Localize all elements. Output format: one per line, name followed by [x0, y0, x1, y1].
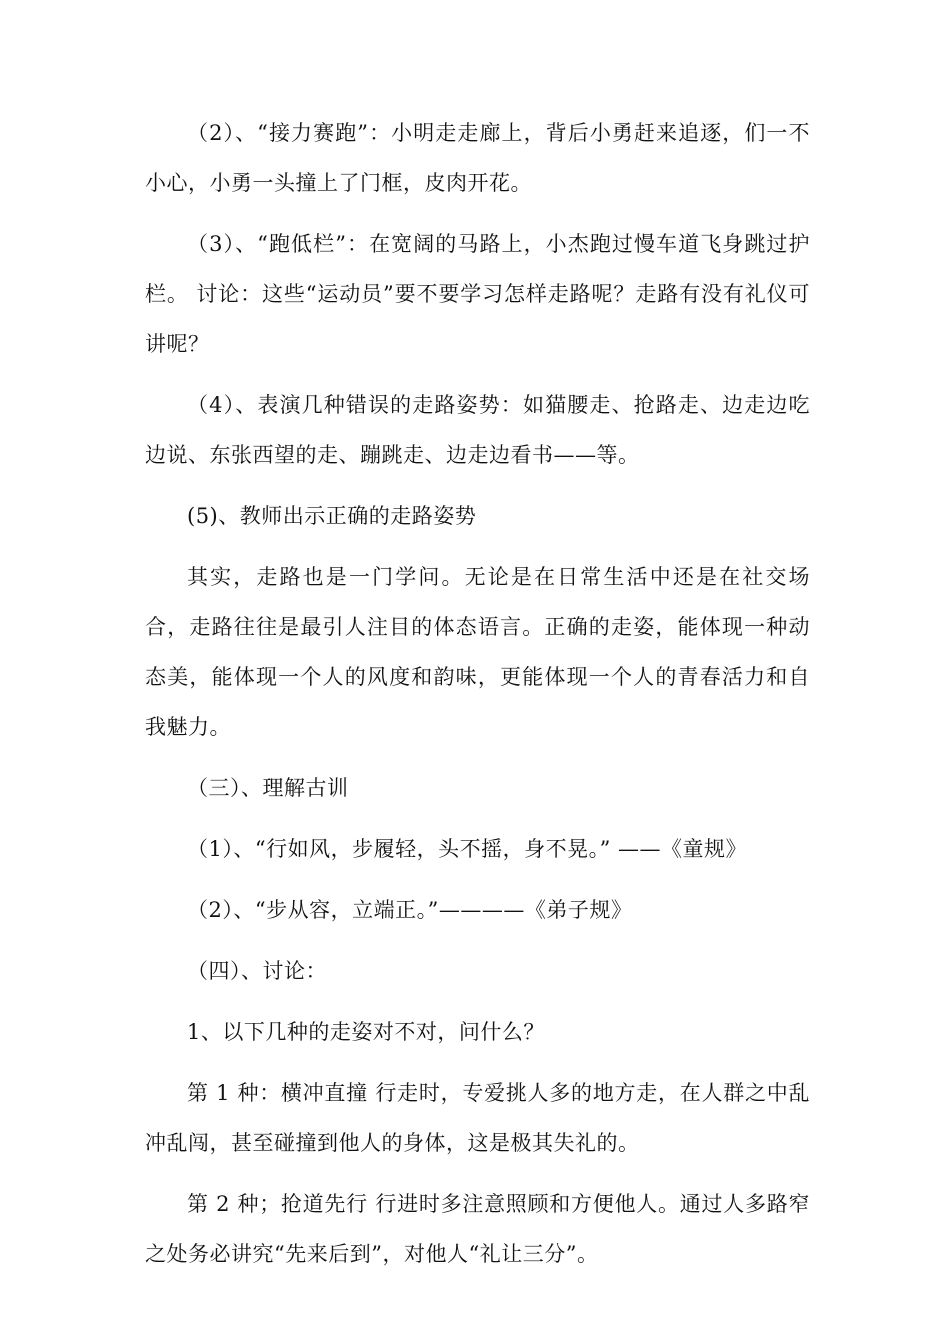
discussion-question: 1、以下几种的走姿对不对，问什么？ — [187, 1020, 545, 1044]
document-page — [145, 108, 810, 1290]
quote-dizigui: （2）、“步从容，立端正。”————《弟子规》 — [187, 898, 633, 922]
paragraph-type-2: 第 2 种；抢道先行 行进时多注意照顾和方便他人。通过人多路窄之处务必讲究“先来后到”，对他人“礼让三分”。 — [145, 1192, 810, 1266]
paragraph-low-hurdles: （3）、“跑低栏”：在宽阔的马路上，小杰跑过慢车道飞身跳过护栏。 讨论：这些“运动员”要不要学习怎样走路呢？走路有没有礼仪可讲呢？ — [145, 232, 810, 356]
paragraph-type-1: 第 1 种：横冲直撞 行走时，专爱挑人多的地方走，在人群之中乱冲乱闯，甚至碰撞到他人的身体，这是极其失礼的。 — [145, 1081, 810, 1155]
paragraph-wrong-postures: （4）、表演几种错误的走路姿势：如猫腰走、抢路走、边走边吃边说、东张西望的走、蹦跳走、边走边看书——等。 — [145, 393, 810, 467]
paragraph-relay-race: （2）、“接力赛跑”：小明走走廊上，背后小勇赶来追逐，们一不小心，小勇一头撞上了门框，皮肉开花。 — [145, 121, 810, 195]
paragraph-walking-is-knowledge: 其实，走路也是一门学问。无论是在日常生活中还是在社交场合，走路往往是最引人注目的体态语言。正确的走姿，能体现一种动态美，能体现一个人的风度和韵味，更能体现一个人的青春活力和自我魅力。 — [145, 565, 810, 739]
paragraph-correct-posture-heading: (5)、教师出示正确的走路姿势 — [187, 504, 477, 528]
quote-tonggui: （1）、“行如风，步履轻，头不摇，身不晃。” ——《童规》 — [187, 837, 748, 861]
section-heading-ancient-teachings: （三）、理解古训 — [187, 776, 349, 800]
section-heading-discussion: （四）、讨论： — [187, 959, 327, 983]
